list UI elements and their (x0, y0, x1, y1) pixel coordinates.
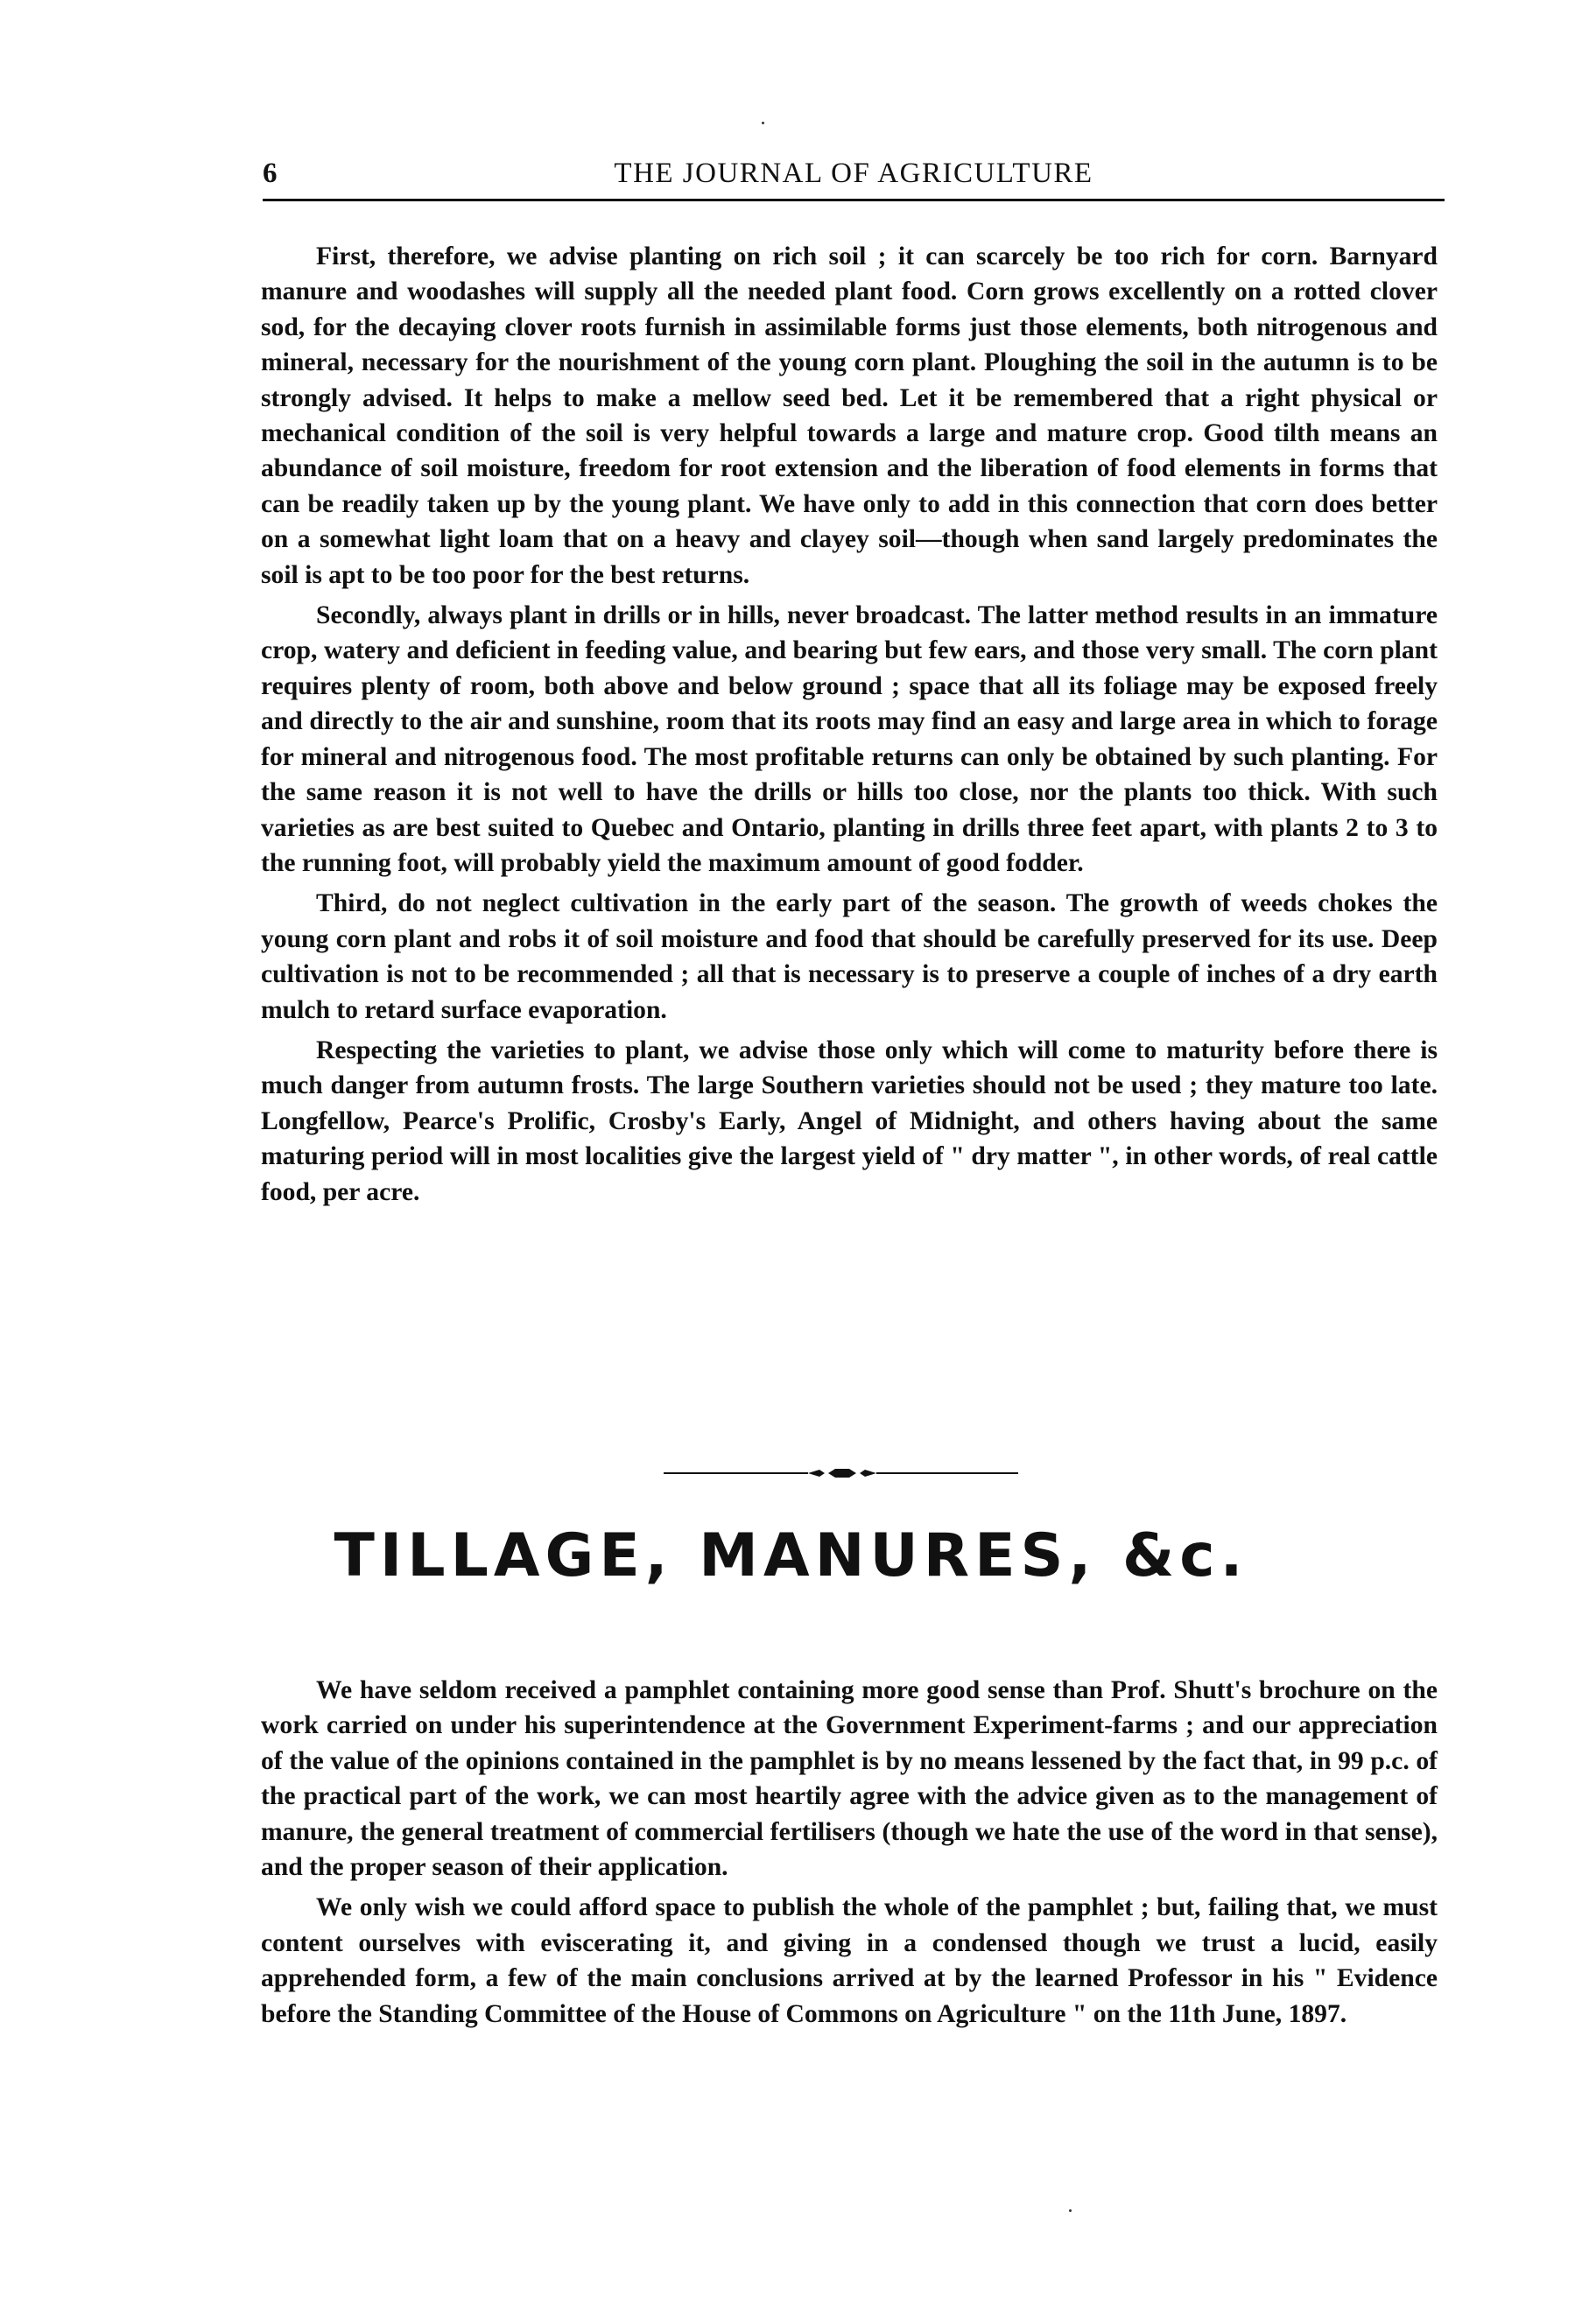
paragraph-rich-soil: First, therefore, we advise planting on rich soil ; it can scarcely be too rich for corn. Barnyard manure and woodashes will supply all the needed plant food. Corn grows excellently on a rotted clover sod, for the decaying clover roots furnish in assimilable forms just those elements, both nitrogenous and mineral, necessary for the nourishment of the young corn plant. Ploughing the soil in the autumn is to be strongly advised. It helps to make a mellow seed bed. Let it be remembered that a right physical or mechanical condition of the soil is very helpful towards a large and mature crop. Good tilth means an abundance of soil moisture, freedom for root extension and the liberation of food elements in forms that can be readily taken up by the young plant. We have only to add in this connection that corn does better on a somewhat light loam that on a heavy and clayey soil—though when sand largely predominates the soil is apt to be too poor for the best returns. (261, 242, 1438, 589)
page-header (263, 156, 1445, 191)
running-head: THE JOURNAL OF AGRICULTURE (614, 158, 1093, 189)
tillage-manures-section (261, 1673, 1438, 2037)
print-speck (762, 122, 764, 124)
section-divider-ornament (664, 1466, 1018, 1480)
corn-advice-section (261, 239, 1438, 1215)
paragraph-conclusions: We only wish we could afford space to publish the whole of the pamphlet ; but, failing that, we must content ourselves with eviscerating it, and giving in a condensed though we trust a lucid, easily apprehended form, a few of the main conclusions arrived at by the learned Professor in his " Evidence before the Standing Committee of the House of Commons on Agriculture " on the 11th June, 1897. (261, 1893, 1438, 2028)
paragraph-varieties: Respecting the varieties to plant, we advise those only which will come to maturity before there is much danger from autumn frosts. The large Southern varieties should not be used ; they mature too late. Longfellow, Pearce's Prolific, Crosby's Early, Angel of Midnight, and others having about the same maturing period will in most localities give the largest yield of " dry matter ", in other words, of real cattle food, per acre. (261, 1036, 1438, 1206)
paragraph-pamphlet-review: We have seldom received a pamphlet containing more good sense than Prof. Shutt's brochure on the work carried on under his superintendence at the Government Experiment-farms ; and our appreciation of the value of the opinions contained in the pamphlet is by no means lessened by the fact that, in 99 p.c. of the practical part of the work, we can most heartily agree with the advice given as to the management of manure, the general treatment of commercial fertilisers (though we hate the use of the word in that sense), and the proper season of their application. (261, 1676, 1438, 1882)
section-title: TILLAGE, MANURES, &c. (334, 1521, 1248, 1590)
page-number: 6 (263, 158, 278, 189)
print-speck (1069, 2209, 1072, 2212)
paragraph-drills-or-hills: Secondly, always plant in drills or in hills, never broadcast. The latter method results in an immature crop, watery and deficient in feeding value, and bearing but few ears, and those very small. The corn plant requires plenty of room, both above and below ground ; space that all its foliage may be exposed freely and directly to the air and sunshine, room that its roots may find an easy and large area in which to forage for mineral and nitrogenous food. The most profitable returns can only be obtained by such planting. For the same reason it is not well to have the drills or hills too close, nor the plants too thick. With such varieties as are best suited to Quebec and Ontario, planting in drills three feet apart, with plants 2 to 3 to the running foot, will probably yield the maximum amount of good fodder. (261, 601, 1438, 877)
header-rule (263, 199, 1445, 201)
paragraph-cultivation: Third, do not neglect cultivation in the early part of the season. The growth of weeds chokes the young corn plant and robs it of soil moisture and food that should be carefully preserved for its use. Deep cultivation is not to be recommended ; all that is necessary is to preserve a couple of inches of a dry earth mulch to retard surface evaporation. (261, 889, 1438, 1024)
